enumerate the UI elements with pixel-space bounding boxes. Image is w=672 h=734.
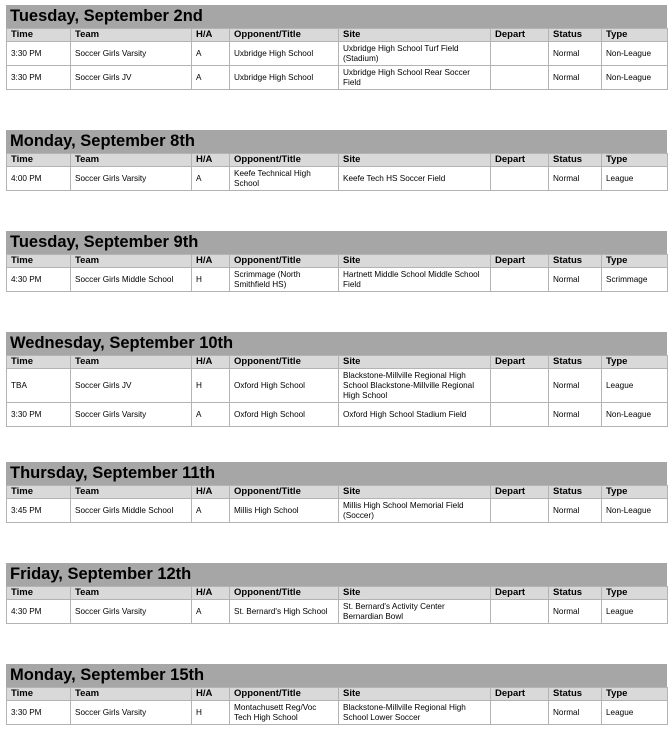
table-header-row <box>7 154 668 167</box>
time-cell: 3:45 PM <box>7 499 71 523</box>
opponent-cell: Millis High School <box>230 499 339 523</box>
table-header-row <box>7 356 668 369</box>
header-team: Team <box>71 255 192 268</box>
site-cell: St. Bernard's Activity Center Bernardian Bowl <box>339 600 491 624</box>
table-row <box>7 499 668 523</box>
header-home-away: H/A <box>192 356 230 369</box>
type-cell: League <box>602 701 668 725</box>
time-cell: 3:30 PM <box>7 403 71 427</box>
table-row <box>7 268 668 292</box>
header-home-away: H/A <box>192 154 230 167</box>
depart-cell <box>491 499 549 523</box>
header-site: Site <box>339 486 491 499</box>
header-site: Site <box>339 29 491 42</box>
header-team: Team <box>71 688 192 701</box>
schedule-table <box>6 153 668 191</box>
day-title: Thursday, September 11th <box>6 462 667 485</box>
type-cell: League <box>602 167 668 191</box>
type-cell: Non-League <box>602 403 668 427</box>
time-cell: 3:30 PM <box>7 66 71 90</box>
day-section <box>6 130 667 191</box>
table-row <box>7 66 668 90</box>
header-team: Team <box>71 154 192 167</box>
table-row <box>7 167 668 191</box>
site-cell: Uxbridge High School Rear Soccer Field <box>339 66 491 90</box>
opponent-cell: Oxford High School <box>230 369 339 403</box>
header-type: Type <box>602 154 668 167</box>
day-title: Tuesday, September 2nd <box>6 5 667 28</box>
depart-cell <box>491 369 549 403</box>
day-section <box>6 664 667 725</box>
team-cell: Soccer Girls Varsity <box>71 167 192 191</box>
schedule-table <box>6 485 668 523</box>
team-cell: Soccer Girls Middle School <box>71 268 192 292</box>
opponent-cell: Montachusett Reg/Voc Tech High School <box>230 701 339 725</box>
header-depart: Depart <box>491 688 549 701</box>
header-status: Status <box>549 29 602 42</box>
header-opponent: Opponent/Title <box>230 255 339 268</box>
time-cell: TBA <box>7 369 71 403</box>
header-team: Team <box>71 587 192 600</box>
header-opponent: Opponent/Title <box>230 587 339 600</box>
header-site: Site <box>339 154 491 167</box>
site-cell: Uxbridge High School Turf Field (Stadium) <box>339 42 491 66</box>
opponent-cell: St. Bernard's High School <box>230 600 339 624</box>
table-row <box>7 600 668 624</box>
day-title: Monday, September 15th <box>6 664 667 687</box>
home-away-cell: A <box>192 167 230 191</box>
day-title: Monday, September 8th <box>6 130 667 153</box>
opponent-cell: Oxford High School <box>230 403 339 427</box>
table-row <box>7 403 668 427</box>
table-row <box>7 369 668 403</box>
status-cell: Normal <box>549 403 602 427</box>
home-away-cell: H <box>192 701 230 725</box>
opponent-cell: Keefe Technical High School <box>230 167 339 191</box>
header-team: Team <box>71 356 192 369</box>
schedule-table <box>6 586 668 624</box>
type-cell: Non-League <box>602 42 668 66</box>
header-type: Type <box>602 29 668 42</box>
site-cell: Keefe Tech HS Soccer Field <box>339 167 491 191</box>
header-depart: Depart <box>491 154 549 167</box>
depart-cell <box>491 268 549 292</box>
day-title: Wednesday, September 10th <box>6 332 667 355</box>
header-depart: Depart <box>491 587 549 600</box>
day-title: Tuesday, September 9th <box>6 231 667 254</box>
day-title: Friday, September 12th <box>6 563 667 586</box>
table-header-row <box>7 29 668 42</box>
header-home-away: H/A <box>192 255 230 268</box>
header-status: Status <box>549 154 602 167</box>
team-cell: Soccer Girls Varsity <box>71 42 192 66</box>
depart-cell <box>491 403 549 427</box>
header-site: Site <box>339 587 491 600</box>
team-cell: Soccer Girls Varsity <box>71 600 192 624</box>
status-cell: Normal <box>549 268 602 292</box>
header-team: Team <box>71 29 192 42</box>
opponent-cell: Uxbridge High School <box>230 42 339 66</box>
schedule-table <box>6 28 668 90</box>
type-cell: Non-League <box>602 66 668 90</box>
depart-cell <box>491 66 549 90</box>
header-site: Site <box>339 688 491 701</box>
opponent-cell: Uxbridge High School <box>230 66 339 90</box>
depart-cell <box>491 167 549 191</box>
table-row <box>7 701 668 725</box>
type-cell: League <box>602 600 668 624</box>
team-cell: Soccer Girls Varsity <box>71 701 192 725</box>
home-away-cell: A <box>192 499 230 523</box>
time-cell: 3:30 PM <box>7 42 71 66</box>
day-section <box>6 462 667 523</box>
home-away-cell: A <box>192 403 230 427</box>
time-cell: 3:30 PM <box>7 701 71 725</box>
home-away-cell: H <box>192 369 230 403</box>
status-cell: Normal <box>549 369 602 403</box>
status-cell: Normal <box>549 600 602 624</box>
header-type: Type <box>602 486 668 499</box>
header-depart: Depart <box>491 29 549 42</box>
header-status: Status <box>549 255 602 268</box>
team-cell: Soccer Girls JV <box>71 66 192 90</box>
status-cell: Normal <box>549 66 602 90</box>
depart-cell <box>491 600 549 624</box>
header-type: Type <box>602 587 668 600</box>
home-away-cell: A <box>192 42 230 66</box>
header-time: Time <box>7 587 71 600</box>
time-cell: 4:30 PM <box>7 268 71 292</box>
header-home-away: H/A <box>192 29 230 42</box>
status-cell: Normal <box>549 42 602 66</box>
header-type: Type <box>602 255 668 268</box>
schedule-table <box>6 687 668 725</box>
header-time: Time <box>7 29 71 42</box>
header-depart: Depart <box>491 255 549 268</box>
depart-cell <box>491 42 549 66</box>
header-home-away: H/A <box>192 688 230 701</box>
header-site: Site <box>339 356 491 369</box>
table-header-row <box>7 255 668 268</box>
depart-cell <box>491 701 549 725</box>
opponent-cell: Scrimmage (North Smithfield HS) <box>230 268 339 292</box>
table-row <box>7 42 668 66</box>
header-home-away: H/A <box>192 587 230 600</box>
type-cell: Non-League <box>602 499 668 523</box>
team-cell: Soccer Girls JV <box>71 369 192 403</box>
site-cell: Blackstone-Millville Regional High School Blackstone-Millville Regional High School <box>339 369 491 403</box>
table-header-row <box>7 486 668 499</box>
day-section <box>6 231 667 292</box>
header-time: Time <box>7 356 71 369</box>
team-cell: Soccer Girls Middle School <box>71 499 192 523</box>
header-time: Time <box>7 486 71 499</box>
header-type: Type <box>602 688 668 701</box>
day-section <box>6 563 667 624</box>
schedule-table <box>6 355 668 427</box>
status-cell: Normal <box>549 499 602 523</box>
site-cell: Hartnett Middle School Middle School Field <box>339 268 491 292</box>
table-header-row <box>7 587 668 600</box>
header-depart: Depart <box>491 486 549 499</box>
header-opponent: Opponent/Title <box>230 486 339 499</box>
time-cell: 4:30 PM <box>7 600 71 624</box>
header-time: Time <box>7 154 71 167</box>
type-cell: Scrimmage <box>602 268 668 292</box>
day-section <box>6 5 667 90</box>
header-opponent: Opponent/Title <box>230 356 339 369</box>
time-cell: 4:00 PM <box>7 167 71 191</box>
header-depart: Depart <box>491 356 549 369</box>
header-type: Type <box>602 356 668 369</box>
header-status: Status <box>549 486 602 499</box>
status-cell: Normal <box>549 167 602 191</box>
home-away-cell: A <box>192 66 230 90</box>
header-status: Status <box>549 587 602 600</box>
schedule-table <box>6 254 668 292</box>
header-time: Time <box>7 688 71 701</box>
header-team: Team <box>71 486 192 499</box>
status-cell: Normal <box>549 701 602 725</box>
team-cell: Soccer Girls Varsity <box>71 403 192 427</box>
site-cell: Blackstone-Millville Regional High School Lower Soccer <box>339 701 491 725</box>
type-cell: League <box>602 369 668 403</box>
site-cell: Oxford High School Stadium Field <box>339 403 491 427</box>
header-opponent: Opponent/Title <box>230 29 339 42</box>
header-status: Status <box>549 688 602 701</box>
table-header-row <box>7 688 668 701</box>
header-time: Time <box>7 255 71 268</box>
header-status: Status <box>549 356 602 369</box>
header-opponent: Opponent/Title <box>230 154 339 167</box>
header-opponent: Opponent/Title <box>230 688 339 701</box>
site-cell: Millis High School Memorial Field (Soccer) <box>339 499 491 523</box>
home-away-cell: H <box>192 268 230 292</box>
header-site: Site <box>339 255 491 268</box>
day-section <box>6 332 667 427</box>
header-home-away: H/A <box>192 486 230 499</box>
home-away-cell: A <box>192 600 230 624</box>
